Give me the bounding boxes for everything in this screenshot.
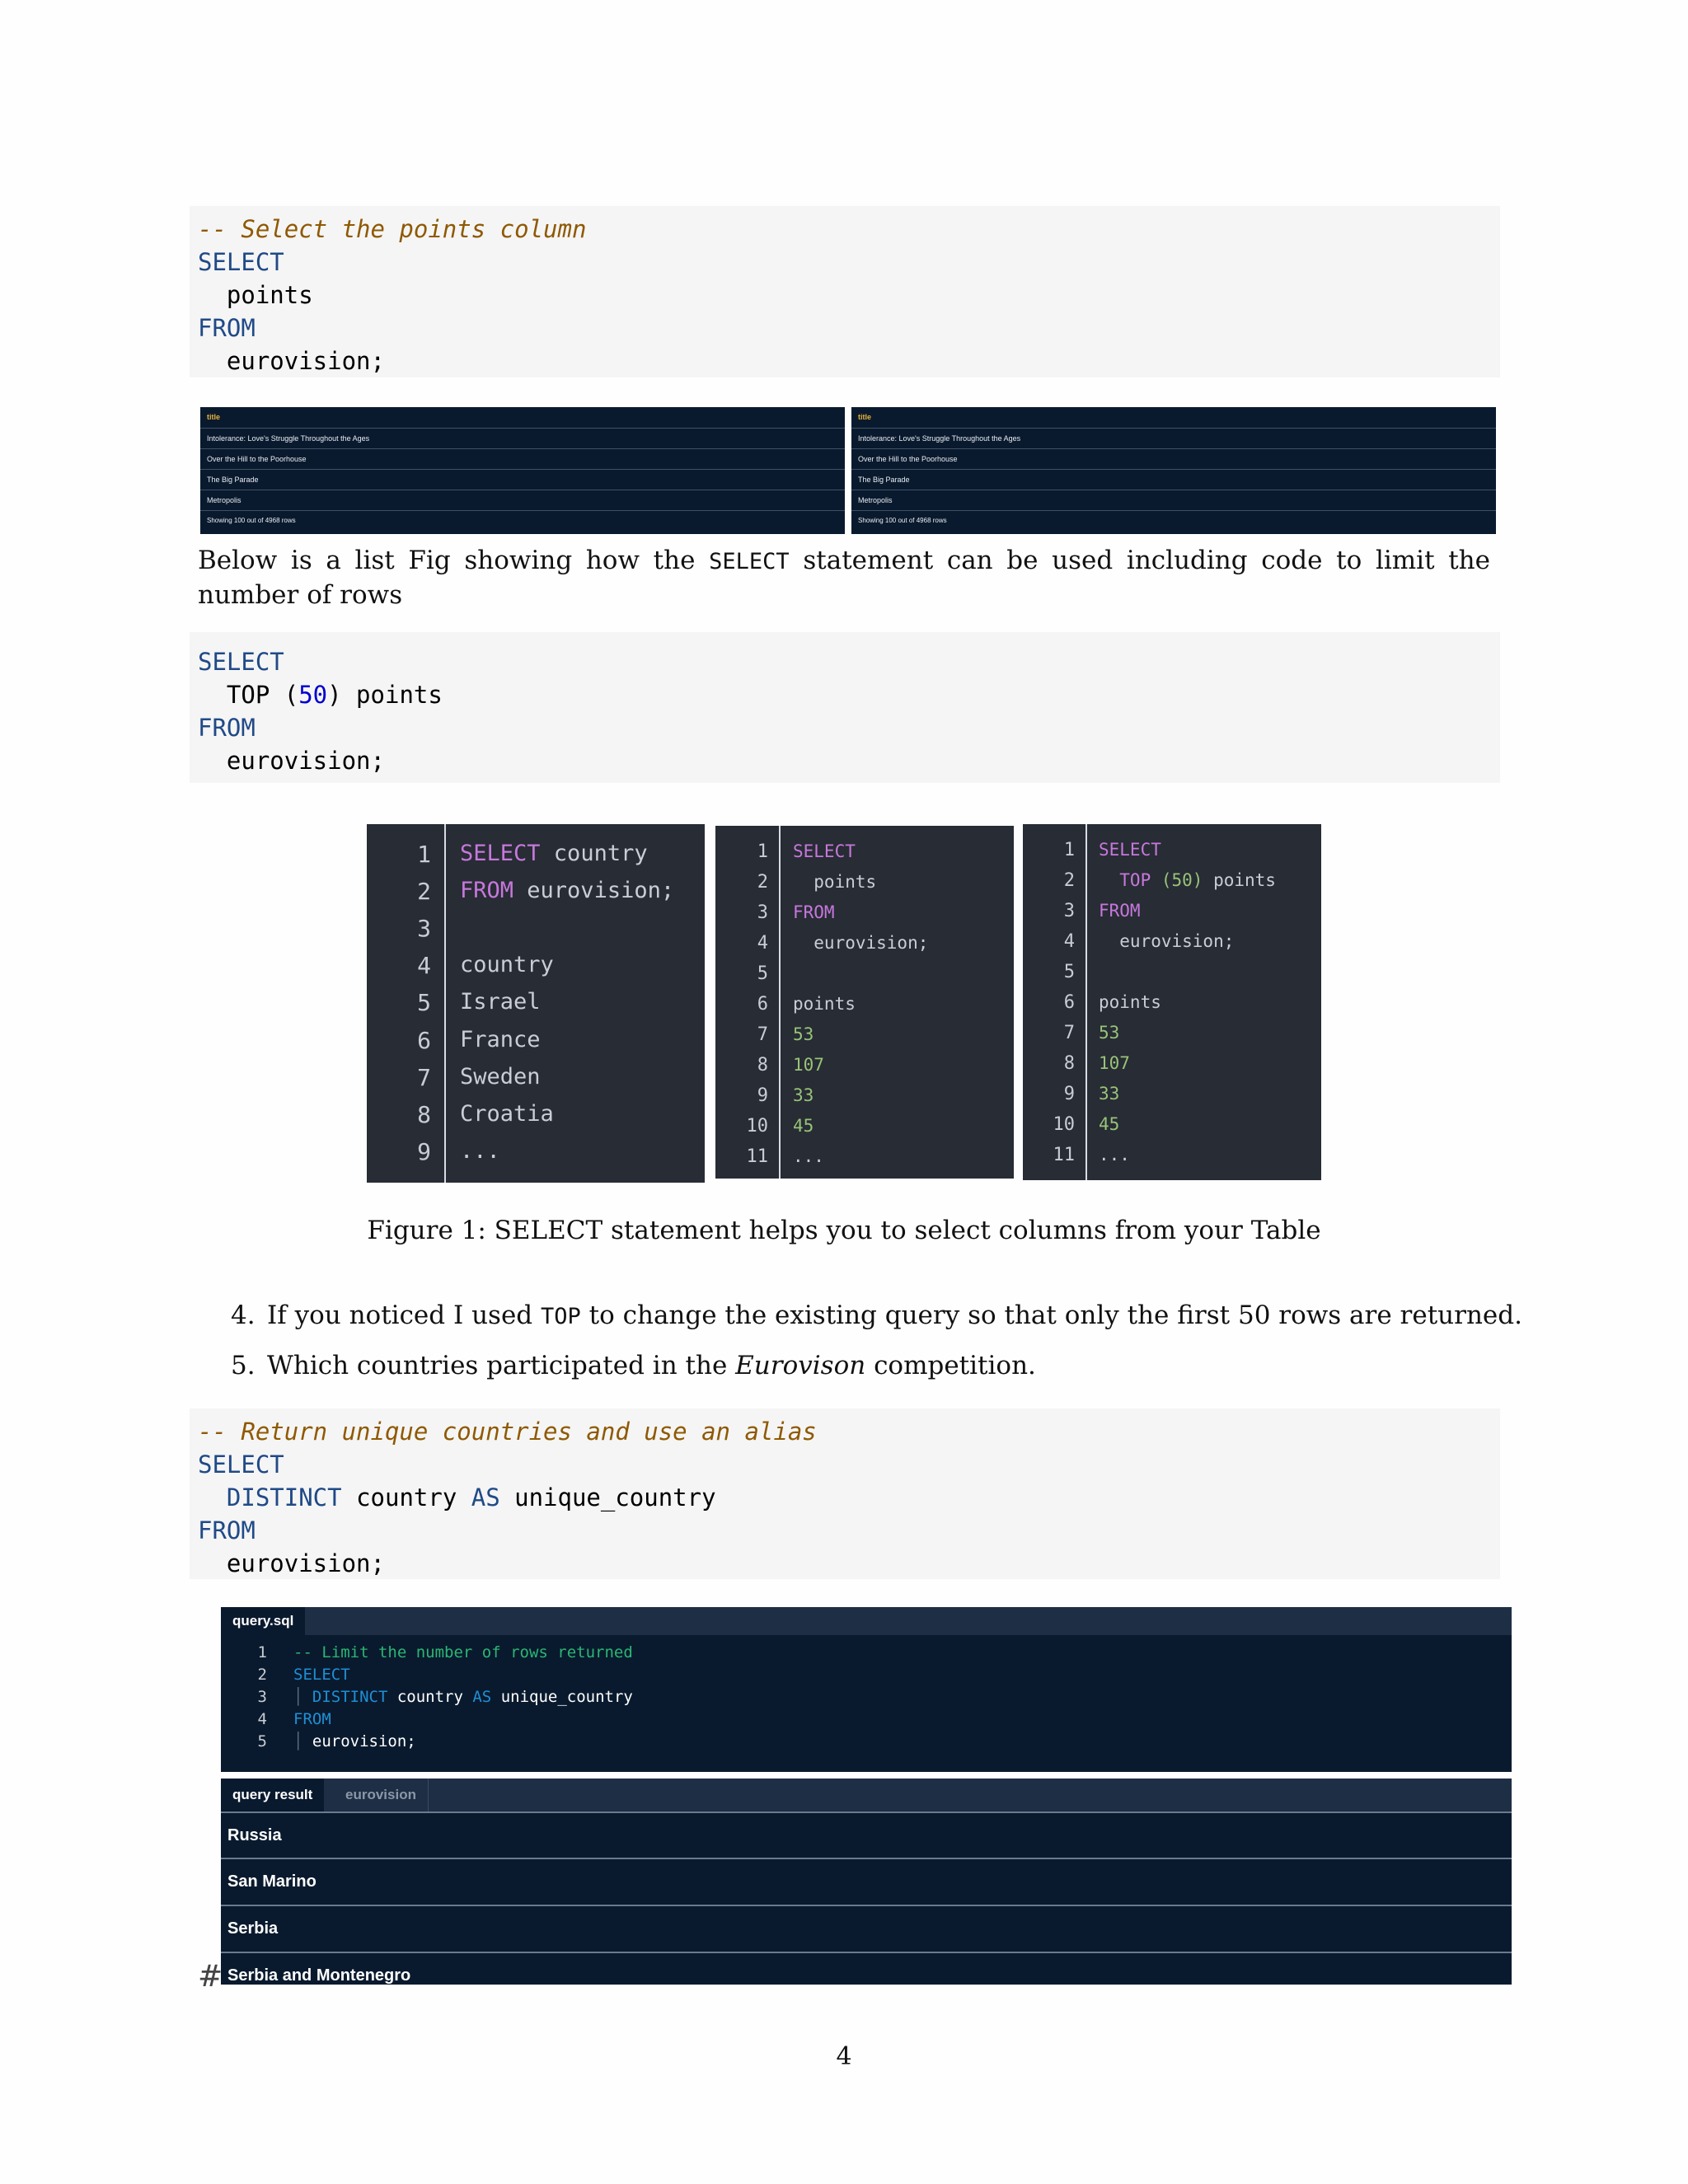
list-text: to change the existing query so that only the first 50 rows are returned. bbox=[580, 1301, 1522, 1330]
query-line bbox=[221, 1686, 633, 1708]
code-keyword-from: FROM bbox=[198, 314, 256, 342]
keyword: FROM bbox=[793, 902, 835, 922]
code-text: points bbox=[793, 872, 877, 892]
keyword: FROM bbox=[293, 1710, 331, 1728]
line-number: 8 bbox=[1063, 1053, 1075, 1074]
list-number: 5. bbox=[231, 1351, 256, 1380]
result-line: ... bbox=[460, 1138, 500, 1164]
result-ellipsis: ... bbox=[1099, 1145, 1130, 1165]
line-number: 4 bbox=[417, 952, 431, 979]
table-footer: Showing 100 out of 4968 rows bbox=[207, 517, 296, 524]
result-value: 53 bbox=[793, 1024, 814, 1044]
code-block-distinct bbox=[190, 1408, 1500, 1579]
line-number: 7 bbox=[417, 1064, 431, 1091]
keyword: FROM bbox=[1099, 901, 1141, 921]
code-text: eurovision; bbox=[312, 1732, 416, 1750]
code-keyword-from: FROM bbox=[198, 1516, 256, 1544]
editor-screenshot-country bbox=[367, 824, 705, 1183]
line-number: 5 bbox=[1063, 962, 1075, 982]
query-editor-screenshot bbox=[221, 1607, 1512, 1772]
keyword: TOP bbox=[1099, 870, 1151, 890]
result-row: Serbia bbox=[221, 1905, 1512, 1951]
line-number: 4 bbox=[1063, 931, 1075, 952]
result-line: country bbox=[460, 952, 554, 977]
result-row: Serbia and Montenegro bbox=[221, 1952, 1512, 1985]
code-field: points bbox=[198, 281, 313, 309]
line-number: 8 bbox=[757, 1055, 768, 1076]
figure-caption: Figure 1: SELECT statement helps you to select columns from your Table bbox=[367, 1216, 1321, 1245]
line-number: 3 bbox=[1063, 901, 1075, 921]
code-keyword-from: FROM bbox=[198, 714, 256, 742]
code-keyword-select: SELECT bbox=[198, 1451, 284, 1479]
table-row: The Big Parade bbox=[200, 470, 845, 490]
code-table: eurovision; bbox=[198, 347, 385, 375]
result-value: 107 bbox=[1099, 1053, 1130, 1073]
line-number: 2 bbox=[257, 1666, 267, 1684]
inline-code: TOP bbox=[541, 1304, 581, 1329]
result-line: Israel bbox=[460, 989, 541, 1015]
code-keyword-select: SELECT bbox=[198, 648, 284, 676]
code-comment: -- Limit the number of rows returned bbox=[293, 1643, 633, 1661]
indent-guide: │ bbox=[293, 1732, 312, 1750]
inline-code: SELECT bbox=[709, 549, 790, 574]
query-line bbox=[221, 1664, 350, 1686]
line-number: 5 bbox=[757, 963, 768, 984]
line-number: 9 bbox=[1063, 1084, 1075, 1104]
page-number: 4 bbox=[836, 2042, 852, 2071]
paragraph-text: statement can be used including code to limit the number of rows bbox=[198, 546, 1490, 610]
list-text: competition. bbox=[865, 1351, 1036, 1380]
line-number: 11 bbox=[1053, 1145, 1075, 1165]
line-number: 5 bbox=[417, 989, 431, 1016]
paragraph-text: Below is a list Fig showing how the bbox=[198, 546, 710, 575]
query-line bbox=[221, 1642, 633, 1664]
list-emphasis: Eurovison bbox=[735, 1351, 866, 1380]
code-text: eurovision; bbox=[793, 933, 929, 953]
line-number: 5 bbox=[257, 1732, 267, 1750]
table-header: title bbox=[200, 407, 845, 429]
title-table-right bbox=[851, 407, 1496, 534]
line-number: 10 bbox=[746, 1116, 768, 1137]
list-text: Which countries participated in the bbox=[267, 1351, 736, 1380]
line-number: 3 bbox=[257, 1688, 267, 1706]
result-value: 107 bbox=[793, 1055, 824, 1075]
code-text: eurovision; bbox=[1099, 931, 1235, 951]
line-number: 7 bbox=[1063, 1023, 1075, 1043]
line-number: 4 bbox=[757, 933, 768, 954]
line-number: 9 bbox=[757, 1085, 768, 1106]
result-row: San Marino bbox=[221, 1858, 1512, 1904]
result-row: Russia bbox=[221, 1811, 1512, 1858]
result-value: 33 bbox=[1099, 1084, 1120, 1104]
keyword: SELECT bbox=[1099, 840, 1161, 860]
line-number: 6 bbox=[417, 1027, 431, 1054]
line-number: 2 bbox=[417, 878, 431, 905]
tab-eurovision: eurovision bbox=[334, 1779, 429, 1811]
query-result-screenshot bbox=[221, 1779, 1512, 1985]
table-row: Intolerance: Love's Struggle Throughout the Ages bbox=[851, 429, 1496, 449]
result-line: Sweden bbox=[460, 1064, 541, 1090]
result-value: 53 bbox=[1099, 1023, 1120, 1043]
line-number: 1 bbox=[257, 1643, 267, 1661]
line-number: 2 bbox=[1063, 870, 1075, 891]
table-row: Over the Hill to the Poorhouse bbox=[200, 449, 845, 470]
line-number: 1 bbox=[1063, 840, 1075, 860]
keyword: DISTINCT bbox=[312, 1688, 388, 1706]
keyword: SELECT bbox=[460, 841, 541, 866]
result-value: 45 bbox=[793, 1116, 814, 1136]
result-ellipsis: ... bbox=[793, 1146, 824, 1166]
code-comment: -- Return unique countries and use an alias bbox=[198, 1418, 817, 1446]
result-value: 45 bbox=[1099, 1114, 1120, 1134]
code-line bbox=[460, 841, 648, 866]
code-top-post: ) points bbox=[327, 681, 443, 709]
list-item bbox=[231, 1299, 1522, 1333]
code-keyword-as: AS bbox=[471, 1483, 500, 1511]
line-number: 11 bbox=[746, 1146, 768, 1167]
code-comment: -- Select the points column bbox=[198, 215, 587, 243]
code-text: country bbox=[341, 1483, 471, 1511]
tab-query-result: query result bbox=[221, 1779, 324, 1811]
table-row: Metropolis bbox=[851, 490, 1496, 511]
code-text: points bbox=[1203, 870, 1276, 890]
code-text: unique_country bbox=[491, 1688, 633, 1706]
editor-screenshot-top-points bbox=[1023, 824, 1321, 1180]
table-row: Over the Hill to the Poorhouse bbox=[851, 449, 1496, 470]
tab-query-sql: query.sql bbox=[221, 1607, 305, 1635]
result-header: points bbox=[793, 994, 856, 1014]
result-value: 33 bbox=[793, 1085, 814, 1105]
code-keyword-select: SELECT bbox=[198, 248, 284, 276]
line-number: 6 bbox=[1063, 992, 1075, 1013]
list-item bbox=[231, 1349, 1036, 1382]
code-number: (50) bbox=[1151, 870, 1203, 890]
editor-screenshot-points bbox=[715, 826, 1014, 1179]
editor-tab-bar bbox=[221, 1607, 1512, 1635]
code-keyword-distinct: DISTINCT bbox=[198, 1483, 342, 1511]
code-table: eurovision; bbox=[198, 1549, 385, 1577]
code-text: country bbox=[540, 841, 648, 866]
line-number: 10 bbox=[1053, 1114, 1075, 1135]
line-number: 3 bbox=[417, 915, 431, 942]
indent-guide: │ bbox=[293, 1688, 312, 1706]
query-line bbox=[221, 1731, 416, 1753]
line-number: 1 bbox=[417, 841, 431, 868]
code-line bbox=[1099, 870, 1276, 890]
code-line bbox=[460, 878, 674, 903]
line-number: 1 bbox=[757, 841, 768, 862]
stray-hash: # bbox=[198, 1960, 223, 1994]
code-text: eurovision; bbox=[513, 878, 675, 903]
result-header: points bbox=[1099, 992, 1161, 1012]
line-number: 4 bbox=[257, 1710, 267, 1728]
list-text: If you noticed I used bbox=[267, 1301, 541, 1330]
line-number: 6 bbox=[757, 994, 768, 1015]
query-line bbox=[221, 1708, 331, 1731]
result-line: France bbox=[460, 1027, 541, 1052]
keyword: AS bbox=[472, 1688, 492, 1706]
table-row: Metropolis bbox=[200, 490, 845, 511]
code-table: eurovision; bbox=[198, 747, 385, 775]
keyword: FROM bbox=[460, 878, 514, 903]
keyword: SELECT bbox=[293, 1666, 350, 1684]
line-number: 9 bbox=[417, 1138, 431, 1165]
result-line: Croatia bbox=[460, 1101, 554, 1127]
paragraph-select-intro bbox=[198, 544, 1490, 612]
line-number: 2 bbox=[757, 872, 768, 893]
line-number: 8 bbox=[417, 1101, 431, 1128]
code-text: country bbox=[387, 1688, 473, 1706]
code-number: 50 bbox=[298, 681, 328, 709]
code-top-pre: TOP ( bbox=[198, 681, 299, 709]
table-footer: Showing 100 out of 4968 rows bbox=[858, 517, 947, 524]
table-header: title bbox=[851, 407, 1496, 429]
code-block-select-points bbox=[190, 206, 1500, 377]
code-block-top-50 bbox=[190, 632, 1500, 783]
line-number: 3 bbox=[757, 902, 768, 923]
title-table-left bbox=[200, 407, 845, 534]
line-number: 7 bbox=[757, 1024, 768, 1045]
list-number: 4. bbox=[231, 1301, 256, 1330]
code-alias: unique_country bbox=[499, 1483, 716, 1511]
table-row: The Big Parade bbox=[851, 470, 1496, 490]
keyword: SELECT bbox=[793, 841, 856, 861]
table-row: Intolerance: Love's Struggle Throughout the Ages bbox=[200, 429, 845, 449]
